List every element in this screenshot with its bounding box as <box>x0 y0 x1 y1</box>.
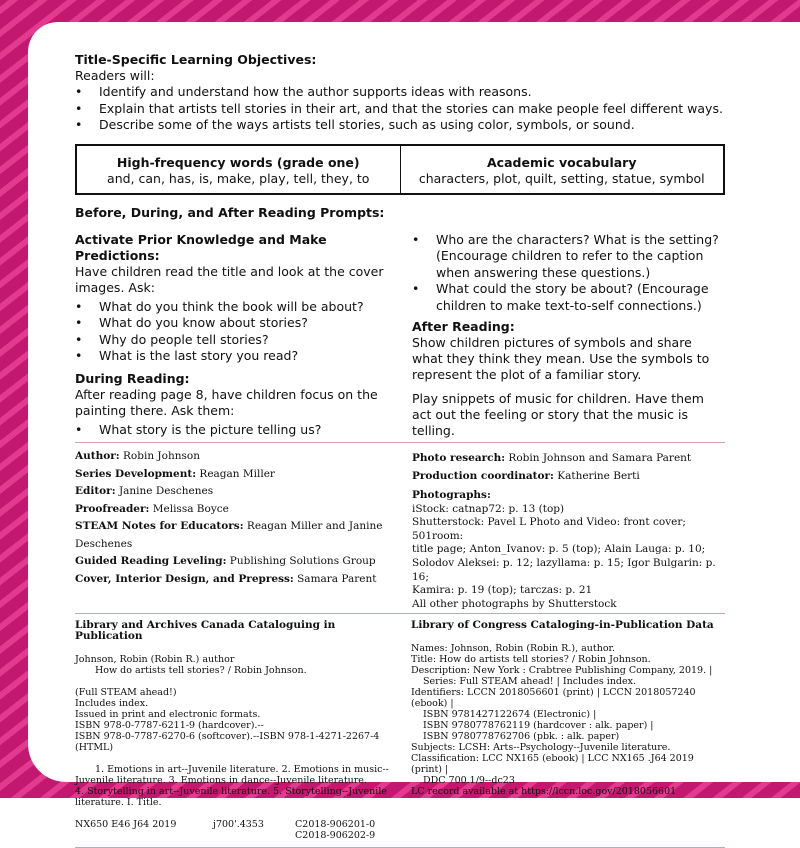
catalog-line: ISBN 978-0-7787-6270-6 (softcover).--ISBN 978-1-4271-2267-4 (HTML) <box>75 731 380 754</box>
objectives-list <box>75 84 725 134</box>
list-item: • Why do people tell stories? <box>75 332 388 349</box>
catalog-line: Title: How do artists tell stories? / Robin Johnson. <box>411 654 651 666</box>
activate-title: Activate Prior Knowledge and Make Predictions: <box>75 231 327 263</box>
activate-list <box>75 299 388 365</box>
credit-line: Photo research: Robin Johnson and Samara Parent <box>412 452 692 464</box>
list-item: • Describe some of the ways artists tell stories, such as using color, symbols, or sound. <box>75 117 725 134</box>
congress-title: Library of Congress Cataloging-in-Publication Data <box>411 619 714 632</box>
congress-cataloguing <box>411 620 725 841</box>
credit-line: Proofreader: Melissa Boyce <box>75 502 229 515</box>
catalog-line: Issued in print and electronic formats. <box>75 709 261 721</box>
photo-line: Shutterstock: Pavel L Photo and Video: front cover; 501room: <box>412 516 686 542</box>
page-content <box>75 52 725 848</box>
catalog-line: How do artists tell stories? / Robin Johnson. <box>95 665 307 677</box>
catalog-line: Classification: LCC NX165 (ebook) | LCC NX165 .J64 2019 (print) | <box>411 753 694 776</box>
list-item: • Explain that artists tell stories in their art, and that the stories can make people feel different ways. <box>75 101 725 118</box>
list-item: • What could the story be about? (Encourage children to make text-to-self connections.) <box>412 281 725 314</box>
academic-vocabulary-words: characters, plot, quilt, setting, statue, symbol <box>418 170 705 186</box>
credits-right <box>412 448 725 611</box>
during-list <box>75 422 388 439</box>
photo-line: All other photographs by Shutterstock <box>412 597 617 610</box>
academic-vocabulary-title: Academic vocabulary <box>487 154 637 170</box>
prompts-title: Before, During, and After Reading Prompts: <box>75 204 385 220</box>
canada-title: Library and Archives Canada Cataloguing in Publication <box>75 619 336 643</box>
divider <box>75 613 725 614</box>
list-item: • What story is the picture telling us? <box>75 422 388 439</box>
divider <box>75 442 725 443</box>
photo-line: Solodov Aleksei: p. 12; lazyllama: p. 15; Igor Bulgarin: p. 16; <box>412 556 716 583</box>
catalog-line: (Full STEAM ahead!) <box>75 687 177 699</box>
canada-cataloguing <box>75 620 389 841</box>
credit-line: Photographs: <box>412 489 491 501</box>
catalog-line: 4. Storytelling in art--Juvenile literature. 5. Storytelling--Juvenile <box>75 786 387 798</box>
photo-line: Kamira: p. 19 (top); tarczas: p. 21 <box>412 584 593 597</box>
credits-left <box>75 448 388 611</box>
cataloguing <box>75 620 725 841</box>
high-frequency-cell <box>76 145 400 194</box>
photo-line: title page; Anton_Ivanov: p. 5 (top); Alain Lauga: p. 10; <box>412 543 706 556</box>
catalog-line: Johnson, Robin (Robin R.) author <box>75 654 235 666</box>
right-list <box>412 232 725 315</box>
credit-line: Editor: Janine Deschenes <box>75 485 214 497</box>
catalog-line: LC record available at https://lccn.loc.gov/2018056601 <box>411 786 677 798</box>
catalog-line: ISBN 9780778762706 (pbk. : alk. paper) <box>423 731 620 743</box>
credit-line: Guided Reading Leveling: Publishing Solutions Group <box>75 555 376 567</box>
list-item: • What do you know about stories? <box>75 315 388 332</box>
catalog-line: Description: New York : Crabtree Publishing Company, 2019. | <box>411 665 713 677</box>
photo-line: iStock: catnap72: p. 13 (top) <box>412 502 565 515</box>
credit-line: Author: Robin Johnson <box>75 450 200 462</box>
catalog-line: Includes index. <box>75 698 149 710</box>
catalog-line: Names: Johnson, Robin (Robin R.), author. <box>411 643 616 655</box>
vocabulary-table <box>75 144 725 195</box>
high-frequency-title: High-frequency words (grade one) <box>116 154 360 170</box>
catalog-line: literature. I. Title. <box>75 797 162 809</box>
academic-vocabulary-cell <box>400 145 724 194</box>
record-number: C2018-906201-0 <box>295 819 376 831</box>
credit-line: Series Development: Reagan Miller <box>75 467 275 480</box>
credit-line: STEAM Notes for Educators: Reagan Miller and Janine Deschenes <box>75 520 383 550</box>
during-title: During Reading: <box>75 370 190 386</box>
catalog-line: ISBN 978-0-7787-6211-9 (hardcover).-- <box>75 720 264 732</box>
objectives-intro: Readers will: <box>75 68 155 83</box>
prompts-left-column <box>75 232 388 440</box>
prompts-columns <box>75 232 725 440</box>
record-number: C2018-906202-9 <box>295 830 376 842</box>
list-item: • Who are the characters? What is the setting? (Encourage children to refer to the caption when answering these questions.) <box>412 232 725 282</box>
call-numbers <box>75 819 389 841</box>
list-item: • Identify and understand how the author supports ideas with reasons. <box>75 84 725 101</box>
list-item: • What is the last story you read? <box>75 348 388 365</box>
catalog-line: DDC 700.1/9--dc23 <box>423 775 515 787</box>
prompts-right-column <box>412 232 725 440</box>
catalog-line: Subjects: LCSH: Arts--Psychology--Juvenile literature. <box>411 742 671 754</box>
catalog-line: Series: Full STEAM ahead! | Includes index. <box>423 676 637 688</box>
dewey-number: j700'.4353 <box>213 819 264 831</box>
after-text-1: Show children pictures of symbols and share what they think they mean. Use the symbols to represent the plot of a familiar story. <box>412 335 710 382</box>
list-item: • What do you think the book will be about? <box>75 299 388 316</box>
activate-text: Have children read the title and look at the cover images. Ask: <box>75 263 384 295</box>
high-frequency-words: and, can, has, is, make, play, tell, they, to <box>107 170 370 186</box>
after-text-2: Play snippets of music for children. Have them act out the feeling or story that the music is telling. <box>412 391 704 438</box>
catalog-line: ISBN 9780778762119 (hardcover : alk. paper) | <box>423 720 654 732</box>
catalog-line: Juvenile literature. 3. Emotions in dance--Juvenile literature. <box>75 775 367 787</box>
objectives-title: Title-Specific Learning Objectives: <box>75 52 317 67</box>
credits <box>75 448 725 611</box>
during-text: After reading page 8, have children focus on the painting there. Ask them: <box>75 386 378 418</box>
catalog-line: 1. Emotions in art--Juvenile literature. 2. Emotions in music-- <box>95 764 389 776</box>
call-number: NX650 E46 J64 2019 <box>75 819 177 831</box>
catalog-line: Identifiers: LCCN 2018056601 (print) | LCCN 2018057240 (ebook) | <box>411 687 696 710</box>
after-title: After Reading: <box>412 319 515 334</box>
credit-line: Production coordinator: Katherine Berti <box>412 469 640 482</box>
catalog-line: ISBN 9781427122674 (Electronic) | <box>423 709 597 721</box>
credit-line: Cover, Interior Design, and Prepress: Samara Parent <box>75 572 377 585</box>
